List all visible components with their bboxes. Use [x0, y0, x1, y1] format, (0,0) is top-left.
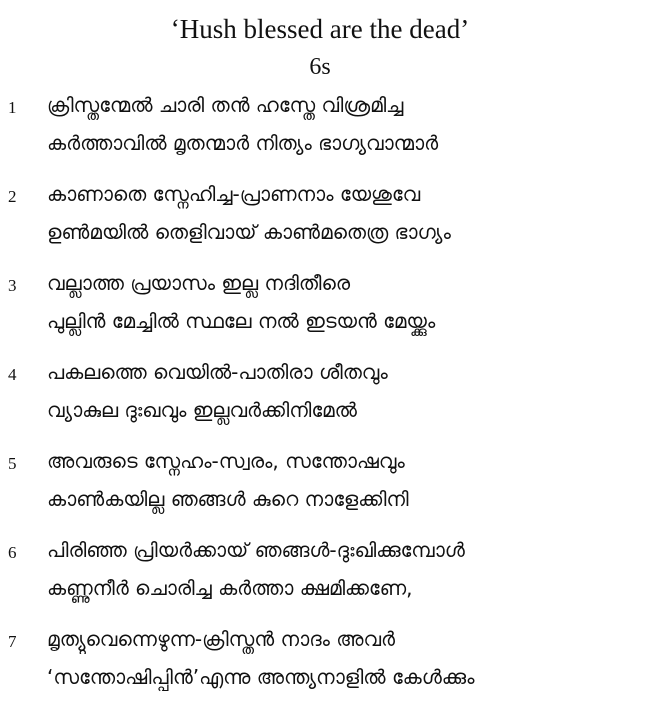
verse-line: കാണാതെ സ്നേഹിച്ച-പ്രാണനാം യേശുവേ — [47, 182, 421, 206]
verse-line: ഉൺമയിൽ തെളിവായ് കാൺമതെത്ര ഭാഗ്യം — [47, 220, 451, 244]
verse-2 — [0, 177, 667, 266]
hymn-meter: 6s — [309, 54, 331, 80]
verse-4 — [0, 355, 667, 444]
verse-line: പകലത്തെ വെയിൽ-പാതിരാ ശീതവും — [47, 360, 388, 384]
verse-line: ‘സന്തോഷിപ്പിൻ’എന്നു അന്ത്യനാളിൽ കേൾക്കും — [47, 665, 475, 689]
verse-line: വ്യാകുല ദുഃഖവും ഇല്ലവർക്കിനിമേൽ — [47, 398, 357, 422]
verse-7 — [0, 622, 667, 711]
verse-number: 2 — [8, 187, 17, 206]
verse-line: കാൺകയില്ല ഞങ്ങൾ കുറെ നാളേക്കിനി — [47, 487, 409, 511]
verse-line: പിരിഞ്ഞ പ്രിയർക്കായ് ഞങ്ങൾ-ദുഃഖിക്കുമ്പോൾ — [47, 538, 465, 562]
verse-number: 7 — [8, 632, 17, 651]
verse-1 — [0, 88, 667, 177]
verse-line: പുല്ലിൻ മേച്ചിൽ സ്ഥലേ നൽ ഇടയൻ മേയ്ക്കും — [47, 309, 436, 333]
verse-number: 5 — [8, 454, 17, 473]
verse-6 — [0, 533, 667, 622]
verse-line: കർത്താവിൽ മൃതന്മാർ നിത്യം ഭാഗ്യവാന്മാർ — [47, 131, 439, 155]
hymn-title: ‘Hush blessed are the dead’ — [170, 14, 470, 44]
verse-line: വല്ലാത്ത പ്രയാസം ഇല്ല നദിതീരെ — [47, 271, 351, 295]
verse-number: 3 — [8, 276, 17, 295]
verse-line: മൃത്യുവെന്നെഴുന്ന-ക്രിസ്തൻ നാദം അവർ — [47, 627, 396, 651]
verse-3 — [0, 266, 667, 355]
verse-number: 4 — [8, 365, 17, 384]
verse-line: അവരുടെ സ്നേഹം-സ്വരം, സന്തോഷവും — [47, 449, 405, 473]
verse-number: 1 — [8, 98, 17, 117]
verse-5 — [0, 444, 667, 533]
verse-line: ക്രിസ്തന്മേൽ ചാരി തൻ ഹസ്തേ വിശ്രമിച്ച — [47, 93, 404, 117]
verse-number: 6 — [8, 543, 17, 562]
verse-line: കണ്ണുനീർ ചൊരിച്ച കർത്താ ക്ഷമിക്കണേ, — [47, 576, 413, 600]
verse-list — [0, 88, 667, 711]
